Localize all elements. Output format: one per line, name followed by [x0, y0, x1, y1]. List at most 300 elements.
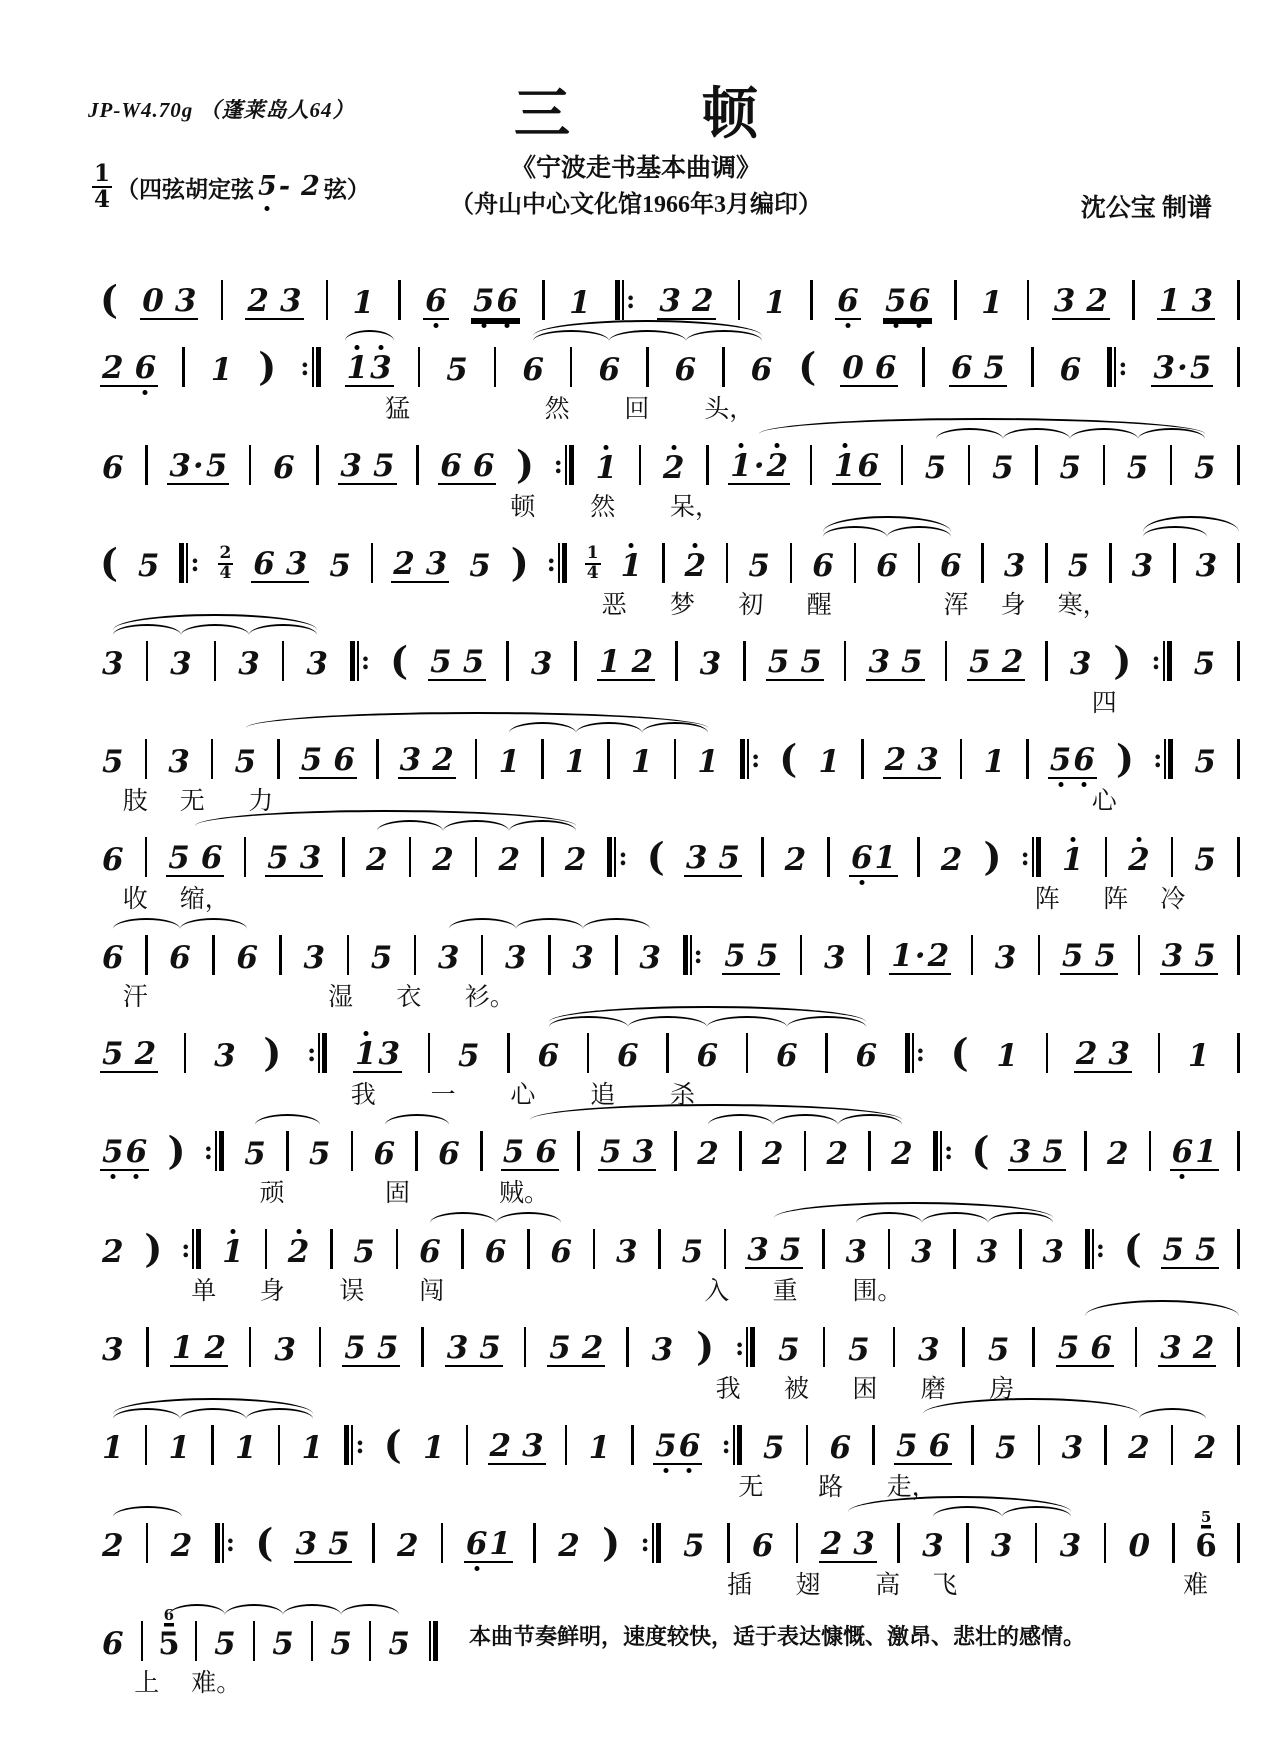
- note-token: [745, 1234, 803, 1269]
- barline: [347, 935, 350, 975]
- note-digit: 5: [1162, 1232, 1185, 1268]
- repeat-begin-sign: [344, 1425, 364, 1465]
- barline: [822, 1229, 825, 1269]
- barline-thick: [905, 1033, 910, 1073]
- note-token: [661, 452, 687, 485]
- lyric-word: 难: [1183, 1572, 1209, 1599]
- note-token: [761, 1432, 787, 1465]
- repeat-dots: :: [1118, 352, 1128, 381]
- note-token: [979, 287, 1005, 320]
- page-title: 三 顿: [514, 84, 796, 146]
- barline: [524, 1327, 527, 1367]
- note-digit: 2: [820, 1526, 843, 1562]
- note-digit: 3: [1069, 646, 1092, 682]
- note-token: [548, 1236, 574, 1269]
- note-token: [338, 450, 396, 485]
- lyric-word: 身: [259, 1278, 285, 1305]
- barline: [376, 739, 379, 779]
- barline: [945, 641, 948, 681]
- note-digit: 6: [829, 1430, 852, 1466]
- note-digit: 1: [764, 285, 787, 321]
- barline: [146, 641, 149, 681]
- note-digit: 3: [1160, 1330, 1182, 1366]
- note-digit: 5: [1194, 938, 1216, 974]
- lyric-word: 心: [510, 1082, 536, 1109]
- note-digit: 5: [762, 1430, 785, 1466]
- barline: [507, 1033, 510, 1073]
- note-digit: 6: [472, 448, 495, 484]
- note-token: [220, 1236, 246, 1269]
- note-token: [889, 940, 951, 975]
- note-digit: 1: [1195, 1134, 1217, 1170]
- note-digit: 2: [102, 1528, 124, 1564]
- note-digit: 3: [279, 283, 302, 319]
- note-token: [1002, 550, 1028, 583]
- note-token: [271, 452, 297, 485]
- note-token: [975, 1236, 1001, 1269]
- note-token: [939, 844, 965, 877]
- note-digit: 6: [1090, 1330, 1112, 1366]
- barline: [211, 1425, 214, 1465]
- note-digit: 3: [685, 840, 708, 876]
- note-token: [471, 285, 520, 320]
- note-digit: 5: [779, 1232, 802, 1268]
- time-signature: [218, 545, 234, 583]
- time-sig-denominator: 4: [219, 563, 232, 584]
- barline: [414, 935, 417, 975]
- note-token: [234, 942, 260, 975]
- barline: [1104, 1425, 1107, 1465]
- note-digit: 1: [354, 1036, 377, 1072]
- note-token: [100, 844, 126, 877]
- barline: [396, 1229, 399, 1269]
- note-digit: 5: [724, 938, 746, 974]
- repeat-end-sign: [547, 543, 567, 583]
- note-digit: 5: [353, 1234, 375, 1270]
- note-token: [423, 285, 449, 320]
- note-digit: 2: [927, 938, 950, 974]
- note-digit: 6: [874, 350, 897, 386]
- note-token: [866, 646, 924, 681]
- note-token: [684, 842, 742, 877]
- lyric-word: 力: [248, 788, 274, 815]
- lyrics-row: [100, 779, 1240, 815]
- note-digit: 6: [273, 450, 295, 486]
- barline: [574, 641, 577, 681]
- repeat-dots: :: [181, 1234, 191, 1263]
- repeat-begin-sign: [905, 1033, 925, 1073]
- tie-arc: [113, 1506, 182, 1517]
- barline: [330, 1229, 333, 1269]
- barline: [416, 445, 419, 485]
- note-digit: 5: [205, 448, 228, 484]
- note-digit: 6: [850, 840, 873, 876]
- barline: [727, 1523, 730, 1563]
- barline: [481, 935, 484, 975]
- note-token: [265, 842, 323, 877]
- note-token: [100, 1530, 126, 1563]
- barline: [1046, 1033, 1049, 1073]
- barline: [418, 347, 421, 387]
- note-digit: 5: [1193, 646, 1216, 682]
- system-15: [100, 1597, 1240, 1697]
- close-paren: ): [602, 1520, 621, 1565]
- note-digit: 5: [430, 644, 452, 680]
- note-token: [391, 548, 449, 583]
- note-digit: 3: [214, 1038, 236, 1074]
- lyrics-row: [100, 877, 1240, 913]
- note-token: [1052, 285, 1110, 320]
- barline: [506, 641, 509, 681]
- note-token: [916, 1334, 942, 1367]
- note-token: [100, 1432, 126, 1465]
- note-digit: 2: [170, 1528, 193, 1564]
- lyric-word: 翅: [795, 1572, 821, 1599]
- note-digit: 3: [922, 1528, 944, 1564]
- barline-thin: [565, 445, 567, 485]
- note-digit: 6: [465, 1526, 488, 1562]
- note-digit: 1: [1187, 1038, 1210, 1074]
- repeat-dots: :: [1020, 842, 1030, 871]
- note-token: [763, 287, 789, 320]
- barline: [1158, 1033, 1161, 1073]
- lyrics-row: [100, 1465, 1240, 1501]
- note-token: [1057, 452, 1083, 485]
- lyric-word: 冷: [1160, 886, 1186, 913]
- note-digit: 2: [766, 448, 789, 484]
- note-digit: 2: [498, 842, 521, 878]
- note-digit: 1: [352, 285, 375, 321]
- note-token: [428, 646, 486, 681]
- note-digit: 6: [373, 1136, 396, 1172]
- note-digit: 5: [748, 548, 770, 584]
- note-token: [496, 746, 522, 779]
- lyric-word: 梦: [670, 592, 696, 619]
- note-digit: 5: [848, 1332, 870, 1368]
- note-token: [981, 746, 1007, 779]
- barline: [587, 1033, 590, 1073]
- barline: [968, 445, 971, 485]
- note-token: [100, 746, 126, 779]
- note-token: [307, 1138, 333, 1171]
- barline: [1237, 1131, 1240, 1171]
- barline: [1109, 543, 1112, 583]
- lyric-word: 被: [784, 1376, 810, 1403]
- grace-note: [1195, 1510, 1217, 1563]
- repeat-dots: :: [190, 548, 200, 577]
- barline: [475, 739, 478, 779]
- note-token: [1074, 1038, 1132, 1073]
- note-token: [783, 844, 809, 877]
- barline: [527, 1229, 530, 1269]
- repeat-begin-sign: [933, 1131, 953, 1171]
- note-digit: 6: [102, 450, 124, 486]
- barline: [428, 1033, 431, 1073]
- note-token: [302, 942, 328, 975]
- note-digit: 5: [600, 1134, 622, 1170]
- system-7: [100, 813, 1240, 913]
- lyrics-row: [100, 1073, 1240, 1109]
- music-line: [100, 715, 1240, 779]
- note-token: [1158, 1332, 1216, 1367]
- note-token: [345, 352, 394, 387]
- note-token: [694, 1040, 720, 1073]
- barline: [971, 1425, 974, 1465]
- lyric-word: 心: [1091, 788, 1117, 815]
- note-digit: 6: [674, 352, 697, 388]
- note-token: [619, 550, 645, 583]
- open-paren: (: [390, 638, 409, 683]
- barline: [738, 280, 741, 320]
- note-token: [286, 1236, 312, 1269]
- barline: [800, 935, 803, 975]
- note-token: [233, 1432, 259, 1465]
- lyric-word: 寒，: [1057, 592, 1108, 619]
- barline: [918, 543, 921, 583]
- barline-thin: [1164, 739, 1166, 779]
- note-token: [212, 1040, 238, 1073]
- note-digit: 5: [502, 1134, 525, 1170]
- tie-arc: [225, 1604, 283, 1615]
- note-token: [889, 1138, 915, 1171]
- note-digit: 5: [328, 1526, 350, 1562]
- barline: [806, 1425, 809, 1465]
- note-digit: 2: [631, 644, 654, 680]
- barline-thin: [747, 739, 749, 779]
- note-token: [594, 452, 620, 485]
- note-token: [100, 1334, 126, 1367]
- note-digit: 6: [102, 1626, 124, 1662]
- note-token: [883, 285, 932, 320]
- barline: [1170, 445, 1173, 485]
- note-token: [923, 452, 949, 485]
- lyric-word: 磨: [920, 1376, 946, 1403]
- note-digit: 5: [1194, 842, 1216, 878]
- barline: [1105, 837, 1108, 877]
- barline: [475, 837, 478, 877]
- note-digit: 6: [940, 548, 962, 584]
- barline: [1237, 641, 1240, 681]
- note-digit: 6: [1059, 352, 1082, 388]
- note-digit: 2: [940, 842, 963, 878]
- music-line: [100, 1499, 1240, 1563]
- note-token: [1126, 1432, 1152, 1465]
- note-token: [1170, 1136, 1219, 1171]
- lyric-word: 顽: [259, 1180, 285, 1207]
- note-token: [136, 550, 162, 583]
- barline: [282, 641, 285, 681]
- barline: [441, 1523, 444, 1563]
- note-digit: 3: [1153, 350, 1176, 386]
- note-digit: 3: [699, 646, 722, 682]
- note-digit: 6: [134, 350, 157, 386]
- note-digit: 5: [718, 840, 740, 876]
- note-token: [270, 1628, 296, 1661]
- barline-thin: [622, 280, 624, 320]
- note-digit: 2: [365, 842, 388, 878]
- system-6: [100, 715, 1240, 815]
- dot-glyph: ·: [753, 448, 765, 484]
- note-digit: 5: [767, 644, 790, 680]
- open-paren: (: [971, 1128, 990, 1173]
- note-digit: 3: [1053, 283, 1076, 319]
- note-digit: 6: [102, 842, 124, 878]
- note-digit: 3: [1003, 548, 1026, 584]
- note-digit: 1: [102, 1430, 124, 1466]
- barline-thin: [558, 543, 560, 583]
- music-line: [100, 1303, 1240, 1367]
- note-digit: 5: [1061, 938, 1084, 974]
- barline: [593, 1229, 596, 1269]
- note-digit: 3: [168, 744, 190, 780]
- note-token: [242, 1138, 268, 1171]
- note-digit: 5: [168, 840, 190, 876]
- note-digit: 5: [1057, 1330, 1080, 1366]
- note-token: [853, 1040, 879, 1073]
- note-token: [846, 1334, 872, 1367]
- note-token: [1048, 744, 1097, 779]
- barline: [1149, 1131, 1152, 1171]
- note-token: [1130, 550, 1156, 583]
- note-digit: 5: [267, 840, 289, 876]
- note-digit: 3: [639, 940, 661, 976]
- note-digit: 3: [303, 940, 326, 976]
- note-token: [728, 450, 790, 485]
- note-digit: 5: [655, 1428, 677, 1464]
- repeat-end-sign: [204, 1131, 224, 1171]
- barline-thick: [433, 1621, 438, 1661]
- note-digit: 5: [372, 448, 395, 484]
- barline: [954, 280, 957, 320]
- lyric-word: 我: [350, 1082, 376, 1109]
- note-token: [395, 1530, 421, 1563]
- barline: [658, 1229, 661, 1269]
- barline-thick: [933, 1131, 938, 1171]
- tie-arc: [341, 1604, 399, 1615]
- note-digit: 3: [170, 646, 192, 682]
- note-digit: 2: [432, 842, 454, 878]
- note-token: [1186, 1040, 1212, 1073]
- dot-glyph: ·: [914, 938, 926, 974]
- barline-thin: [186, 543, 188, 583]
- repeat-dots: :: [1095, 1234, 1105, 1263]
- note-digit: 5: [102, 1134, 124, 1170]
- system-10: [100, 1107, 1240, 1207]
- note-digit: 1: [564, 744, 587, 780]
- note-digit: 2: [102, 350, 124, 386]
- barline-thick: [615, 280, 620, 320]
- barline: [398, 280, 401, 320]
- lyrics-row: [100, 583, 1240, 619]
- barline: [277, 739, 280, 779]
- note-digit: 5: [330, 1626, 352, 1662]
- system-5: [100, 617, 1240, 717]
- barline-thick: [1036, 837, 1041, 877]
- note-digit: 5: [102, 1036, 124, 1072]
- note-digit: 3: [1191, 283, 1214, 319]
- note-digit: 2: [684, 548, 707, 584]
- music-line: [100, 813, 1240, 877]
- lyric-word: 恶: [601, 592, 627, 619]
- note-digit: 5: [1195, 1232, 1217, 1268]
- note-digit: 6: [333, 742, 355, 778]
- note-digit: 6: [908, 283, 931, 319]
- note-token: [342, 1332, 400, 1367]
- note-digit: 5: [969, 644, 991, 680]
- note-digit: 1: [1061, 842, 1084, 878]
- note-token: [445, 1332, 503, 1367]
- note-digit: 5: [234, 744, 257, 780]
- note-digit: 6: [812, 548, 834, 584]
- repeat-end-sign: [554, 445, 574, 485]
- repeat-end-sign: [181, 1229, 201, 1269]
- note-token: [456, 1040, 482, 1073]
- note-digit: 2: [1194, 1430, 1217, 1466]
- note-token: [1160, 940, 1218, 975]
- note-digit: 6: [617, 1038, 639, 1074]
- barline: [1138, 935, 1141, 975]
- barline: [922, 347, 925, 387]
- note-token: [1068, 648, 1094, 681]
- note-token: [993, 942, 1019, 975]
- barline-thick: [322, 1033, 327, 1073]
- barline: [494, 347, 497, 387]
- note-token: [304, 648, 330, 681]
- note-digit: 5: [158, 1626, 180, 1662]
- open-paren: (: [100, 277, 118, 322]
- note-token: [673, 354, 699, 387]
- lyric-word: 头，: [704, 396, 755, 423]
- barline: [1237, 1327, 1240, 1367]
- barline-thin: [733, 1425, 735, 1465]
- barline: [962, 1327, 965, 1367]
- note-token: [1151, 352, 1213, 387]
- note-digit: 3: [306, 646, 328, 682]
- barline: [966, 1523, 969, 1563]
- barline: [342, 837, 345, 877]
- barline: [577, 1131, 580, 1171]
- note-token: [682, 550, 708, 583]
- barline-thick: [1085, 1229, 1090, 1269]
- tie-arc: [430, 1212, 496, 1223]
- note-token: [245, 285, 303, 320]
- note-token: [166, 842, 224, 877]
- note-token: [722, 940, 780, 975]
- barline: [249, 445, 252, 485]
- close-paren: ): [516, 442, 535, 487]
- note-digit: 5: [987, 1332, 1010, 1368]
- system-14: [100, 1499, 1240, 1599]
- barline: [1045, 543, 1048, 583]
- note-token: [749, 354, 775, 387]
- repeat-begin-sign: [215, 1523, 235, 1563]
- note-token: [140, 285, 198, 320]
- note-token: [1161, 1234, 1219, 1269]
- barline-thick: [196, 1229, 201, 1269]
- note-digit: 2: [761, 1136, 784, 1172]
- close-paren: ): [1113, 638, 1132, 683]
- note-token: [832, 450, 881, 485]
- note-token: [819, 1528, 877, 1563]
- note-token: [650, 1334, 676, 1367]
- note-digit: 1: [598, 644, 621, 680]
- barline-thick: [737, 1425, 742, 1465]
- barline: [541, 739, 544, 779]
- system-8: [100, 911, 1240, 1011]
- barline-thick: [607, 837, 612, 877]
- note-token: [1056, 1332, 1114, 1367]
- note-digit: 3: [659, 283, 681, 319]
